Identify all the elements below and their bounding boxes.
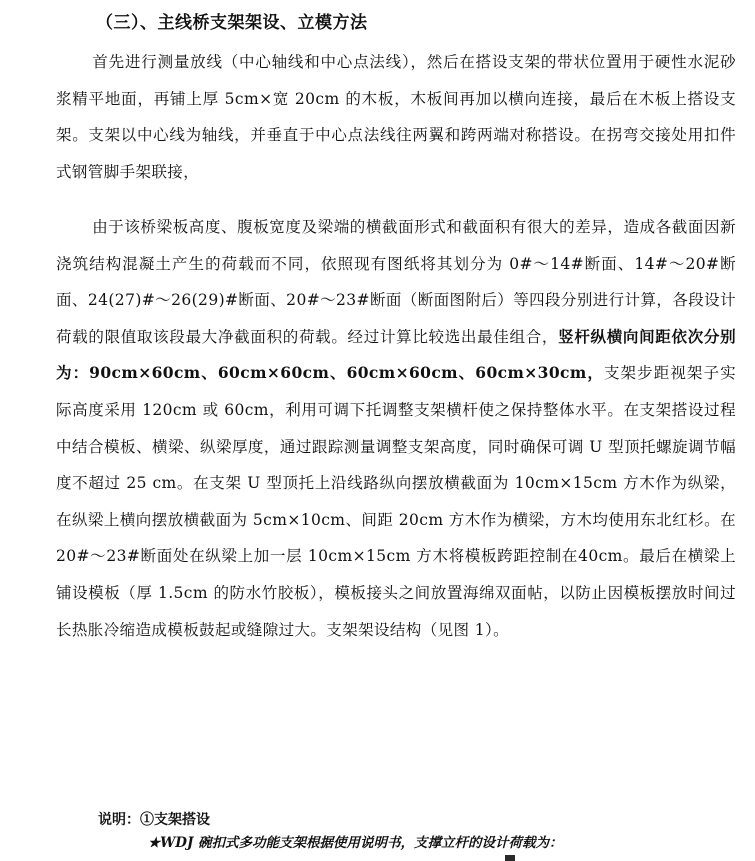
paragraph-load-calculation (56, 209, 736, 648)
pole-spacing-emphasis: 竖杆纵横向间距依次分别为：90cm×60cm、60cm×60cm、60cm×60cm、60cm×30cm， (56, 326, 736, 383)
cropped-figure-edge (505, 855, 515, 861)
paragraph-1-text: 首先进行测量放线（中心轴线和中心点法线），然后在搭设支架的带状位置用于硬性水泥砂浆精平地面，再铺上厚 5cm×宽 20cm 的木板，木板间再加以横向连接，最后在木板上搭设支架。支架以中心线为轴线，并垂直于中心点法线往两翼和跨两端对称搭设。在拐弯交接处用扣件式钢管脚手架联接， (56, 53, 736, 181)
note-design-load-line: ★WDJ 碗扣式多功能支架根据使用说明书，支撑立杆的设计荷载为： (148, 835, 563, 851)
paragraph-2-text-part1: 由于该桥梁板高度、腹板宽度及梁端的横截面形式和截面积有很大的差异，造成各截面因新浇筑结构混凝土产生的荷载而不同，依照现有图纸将其划分为 0#～14#断面、14#～20#断面、24(27)#～26(29)#断面、20#～23#断面（断面图附后）等四段分别进行计算，各段设计荷载的限值取该段最大净截面积的荷载。经过计算比较选出最佳组合， (56, 218, 736, 346)
paragraph-survey-setup (56, 44, 736, 190)
section-heading: （三）、主线桥支架架设、立模方法 (96, 13, 368, 33)
note-label: 说明：①支架搭设 (98, 812, 210, 828)
paragraph-2-text-part2: 支架步距视架子实际高度采用 120cm 或 60cm，利用可调下托调整支架横杆使之保持整体水平。在支架搭设过程中结合模板、横梁、纵梁厚度，通过跟踪测量调整支架高度，同时确保可调 U 型顶托螺旋调节幅度不超过 25 cm。在支架 U 型顶托上沿线路纵向摆放横截面为 10cm×15cm 方木作为纵梁，在纵梁上横向摆放横截面为 5cm×10cm、间距 20cm 方木作为横梁，方木均使用东北红杉。在 20#～23#断面处在纵梁上加一层 10cm×15cm 方木将模板跨距控制在40cm。最后在横梁上铺设模板（厚 1.5cm 的防水竹胶板），模板接头之间放置海绵双面帖，以防止因模板摆放时间过长热胀冷缩造成模板鼓起或缝隙过大。支架架设结构（见图 1）。 (56, 364, 737, 639)
